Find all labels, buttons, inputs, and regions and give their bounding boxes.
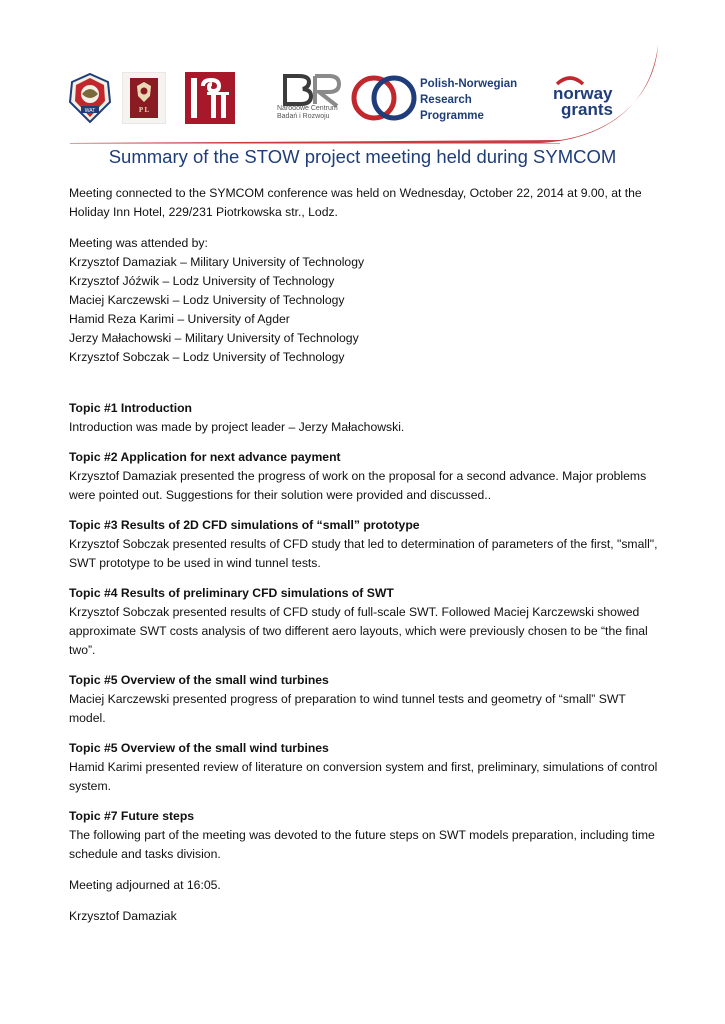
topic-heading: Topic #3 Results of 2D CFD simulations of “small” prototype [69, 518, 420, 532]
attendance-heading: Meeting was attended by: [69, 236, 208, 250]
topic-section [69, 516, 659, 573]
ncbr-mark [275, 72, 353, 108]
topic-text: Hamid Karimi presented review of literature on conversion system and first, preliminary, simulations of control system. [69, 760, 658, 793]
letterhead [0, 0, 725, 150]
topic-heading: Topic #4 Results of preliminary CFD simulations of SWT [69, 586, 394, 600]
topic-heading: Topic #1 Introduction [69, 401, 192, 415]
topic-text: Krzysztof Sobczak presented results of CFD study of full-scale SWT. Followed Maciej Karczewski showed approximate SWT costs analysis of two different aero layouts, which were previously chosen to be “the final two”. [69, 605, 648, 657]
topic-section [69, 584, 659, 660]
topic-heading: Topic #5 Overview of the small wind turbines [69, 741, 329, 755]
topic-section [69, 671, 659, 728]
topic-heading: Topic #2 Application for next advance payment [69, 450, 341, 464]
topic-section [69, 448, 659, 505]
pnrp-line-2: Research [420, 94, 472, 106]
topic-heading: Topic #5 Overview of the small wind turbines [69, 673, 329, 687]
document-body [69, 184, 659, 926]
pnrp-rings-icon [350, 73, 420, 123]
pl-emblem-logo [122, 72, 166, 124]
closing-line: Meeting adjourned at 16:05. [69, 878, 221, 892]
norway-grants-line-1: norway [553, 84, 613, 103]
topic-section [69, 399, 659, 437]
svg-text:WAT: WAT [84, 108, 96, 114]
attendee-item: Krzysztof Damaziak – Military University of Technology [69, 255, 365, 269]
wat-emblem-logo [68, 72, 112, 124]
norway-grants-line-2: grants [561, 100, 613, 119]
ncbr-logo [275, 72, 353, 124]
svg-text:P L: P L [138, 106, 150, 114]
topic-text: The following part of the meeting was devoted to the future steps on SWT models preparation, including time schedule and tasks division. [69, 828, 655, 861]
norway-grants-logo [553, 74, 623, 124]
attendee-item: Maciej Karczewski – Lodz University of Technology [69, 293, 345, 307]
topic-text: Krzysztof Damaziak presented the progress of work on the proposal for a second advance. Major problems were pointed out. Suggestions for their solution were provided and discussed.. [69, 469, 647, 502]
attendance-list [69, 234, 659, 367]
lodz-university-logo [185, 72, 235, 124]
attendee-item: Krzysztof Jóźwik – Lodz University of Technology [69, 274, 335, 288]
attendee-item: Hamid Reza Karimi – University of Agder [69, 312, 290, 326]
pnrp-line-1: Polish-Norwegian [420, 78, 518, 90]
signature: Krzysztof Damaziak [69, 909, 177, 923]
attendee-item: Krzysztof Sobczak – Lodz University of Technology [69, 350, 345, 364]
page-title: Summary of the STOW project meeting held during SYMCOM [108, 146, 617, 167]
topic-text: Maciej Karczewski presented progress of preparation to wind tunnel tests and geometry of “small” SWT model. [69, 692, 626, 725]
ncbr-caption: Narodowe Centrum Badań i Rozwoju [277, 105, 338, 120]
topic-section [69, 807, 659, 864]
pnrp-line-3: Programme [420, 110, 484, 122]
attendee-item: Jerzy Małachowski – Military University of Technology [69, 331, 359, 345]
topic-section [69, 739, 659, 796]
topic-text: Introduction was made by project leader – Jerzy Małachowski. [69, 420, 405, 434]
topic-heading: Topic #7 Future steps [69, 809, 195, 823]
intro-paragraph: Meeting connected to the SYMCOM conference was held on Wednesday, October 22, 2014 at 9.00, at the Holiday Inn Hotel, 229/231 Piotrkowska str., Lodz. [69, 186, 642, 219]
topic-text: Krzysztof Sobczak presented results of CFD study that led to determination of parameters of the first, "small", SWT prototype to be used in wind tunnel tests. [69, 537, 658, 570]
polish-norwegian-research-programme-logo [350, 72, 525, 124]
